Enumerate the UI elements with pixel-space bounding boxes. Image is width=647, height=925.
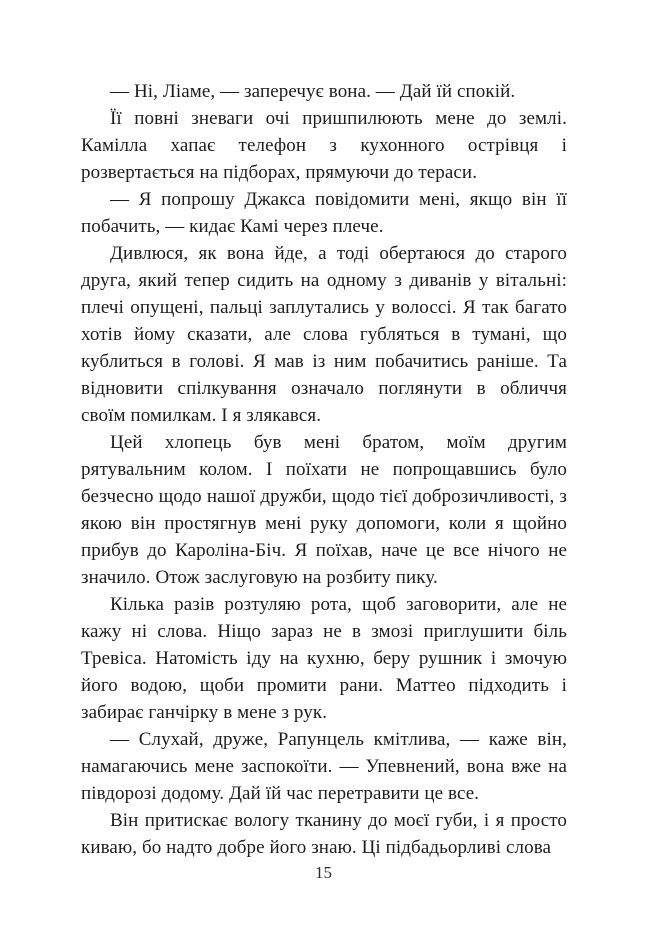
paragraph: Її повні зневаги очі пришпилюють мене до землі. Камілла хапає телефон з кухонного острівця і розвертається на підборах, прямуючи до тераси. [81, 108, 567, 183]
paragraph: Дивлюся, як вона йде, а тоді обертаюся до старого друга, який тепер сидить на одному з диванів у вітальні: плечі опущені, пальці заплутались у волоссі. Я так багато хотів йому сказати, але слова губляться в тумані, що кублиться в голові. Я мав із ним побачитись раніше. Та відновити спілкування означало поглянути в обличчя своїм помилкам. І я злякався. [81, 243, 567, 426]
paragraph: Цей хлопець був мені братом, моїм другим рятувальним колом. І поїхати не попрощавшись було безчесно щодо нашої дружби, щодо тієї доброзичливості, з якою він простягнув мені руку допомоги, коли я щойно прибув до Кароліна-Біч. Я поїхав, наче це все нічого не значило. Отож заслуговую на розбиту пику. [81, 432, 567, 588]
paragraph: Він притискає вологу тканину до моєї губи, і я просто киваю, бо надто добре його знаю. Ці підбадьорливі слова [81, 810, 567, 858]
paragraph: Кілька разів розтуляю рота, щоб заговорити, але не кажу ні слова. Ніщо зараз не в змозі приглушити біль Тревіса. Натомість іду на кухню, беру рушник і змочую його водою, щоби промити рани. Маттео підходить і забирає ганчірку в мене з рук. [81, 594, 567, 723]
paragraph-dialog: — Ні, Ліаме, — заперечує вона. — Дай їй спокій. [110, 81, 516, 102]
paragraph-dialog: — Я попрошу Джакса повідомити мені, якщо він її побачить, — кидає Камі через плече. [81, 189, 567, 237]
paragraph-dialog: — Слухай, друже, Рапунцель кмітлива, — каже він, намагаючись мене заспокоїти. — Упевнений, вона вже на півдорозі додому. Дай їй час перетравити це все. [81, 729, 567, 804]
page-number: 15 [315, 863, 332, 882]
page-text-block [81, 78, 567, 861]
